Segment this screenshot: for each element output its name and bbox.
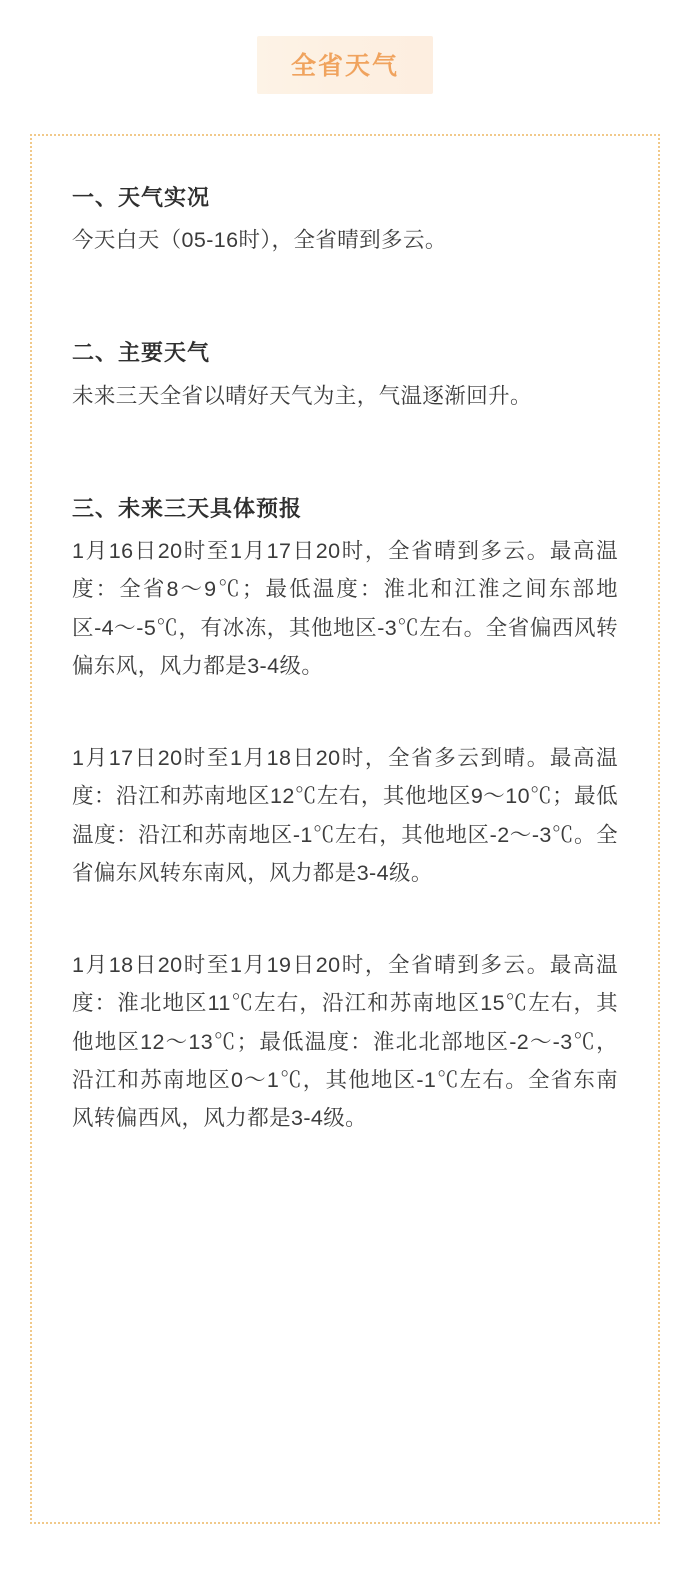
spacer	[72, 445, 618, 491]
section-main-weather	[72, 335, 618, 414]
page-title: 全省天气	[257, 36, 433, 94]
forecast-day-3: 1月18日20时至1月19日20时，全省晴到多云。最高温度：淮北地区11℃左右，沿江和苏南地区15℃左右，其他地区12～13℃；最低温度：淮北北部地区-2～-3℃，沿江和苏南地区0～1℃，其他地区-1℃左右。全省东南风转偏西风，风力都是3-4级。	[72, 953, 618, 1131]
section-paragraph: 未来三天全省以晴好天气为主，气温逐渐回升。	[72, 383, 532, 408]
section-paragraph: 今天白天（05-16时），全省晴到多云。	[72, 228, 447, 253]
spacer	[72, 892, 618, 946]
section-heading: 一、天气实况	[72, 185, 211, 210]
page-header	[0, 0, 690, 94]
spacer	[72, 685, 618, 739]
section-weather-observation	[72, 180, 618, 259]
content-frame	[30, 134, 660, 1524]
forecast-day-2: 1月17日20时至1月18日20时，全省多云到晴。最高温度：沿江和苏南地区12℃左右，其他地区9～10℃；最低温度：沿江和苏南地区-1℃左右，其他地区-2～-3℃。全省偏东风转东南风，风力都是3-4级。	[72, 746, 618, 885]
forecast-day-1: 1月16日20时至1月17日20时，全省晴到多云。最高温度：全省8～9℃；最低温度：淮北和江淮之间东部地区-4～-5℃，有冰冻，其他地区-3℃左右。全省偏西风转偏东风，风力都是3-4级。	[72, 539, 618, 678]
section-heading: 二、主要天气	[72, 340, 211, 366]
section-heading: 三、未来三天具体预报	[72, 495, 303, 521]
spacer	[72, 289, 618, 335]
section-three-day-forecast	[72, 491, 618, 1138]
